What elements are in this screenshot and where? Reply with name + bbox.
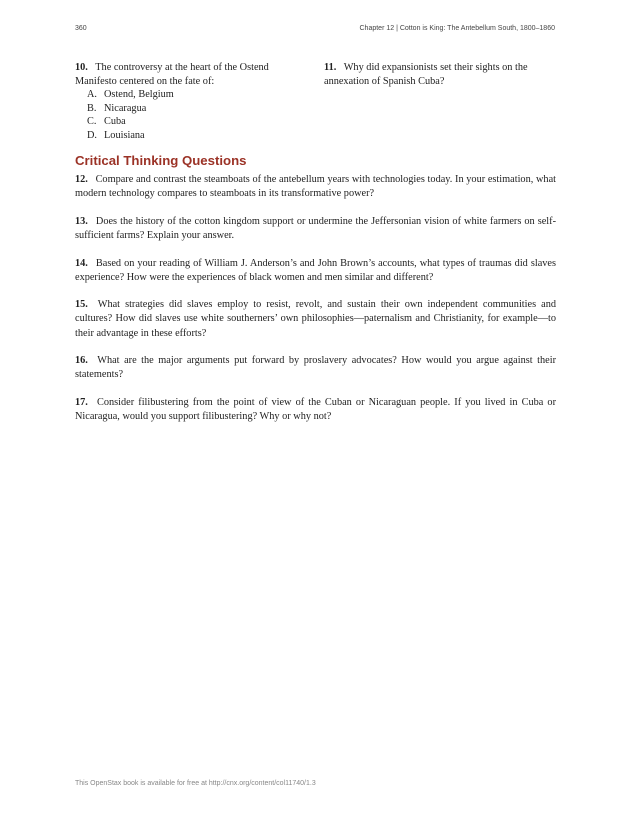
question-number: 13. — [75, 216, 88, 227]
question-13 — [75, 215, 556, 244]
question-10-stem — [75, 61, 305, 88]
question-11 — [324, 61, 554, 88]
question-number: 17. — [75, 397, 88, 408]
question-text: Does the history of the cotton kingdom support or undermine the Jeffersonian vision of white farmers on self-sufficient farms? Explain your answer. — [75, 216, 556, 242]
option-letter: D. — [87, 129, 98, 141]
question-text: Compare and contrast the steamboats of the antebellum years with technologies today. In your estimation, what modern technology compares to steamboats in its transformative power? — [75, 174, 556, 200]
question-text: What are the major arguments put forward by proslavery advocates? How would you argue against their statements? — [75, 355, 556, 381]
question-number: 16. — [75, 355, 88, 366]
question-number: 12. — [75, 174, 88, 185]
answer-options — [75, 88, 305, 142]
question-text: The controversy at the heart of the Ostend Manifesto centered on the fate of: — [75, 62, 269, 87]
option-c — [75, 115, 305, 129]
option-d — [75, 129, 305, 143]
question-10 — [75, 61, 305, 152]
question-17 — [75, 396, 556, 425]
option-text: Cuba — [104, 116, 126, 127]
option-text: Louisiana — [104, 129, 145, 141]
option-b — [75, 102, 305, 116]
question-number: 14. — [75, 258, 88, 269]
section-title: Critical Thinking Questions — [75, 153, 247, 168]
option-letter: C. — [87, 116, 97, 127]
option-text: Ostend, Belgium — [104, 89, 174, 100]
question-12 — [75, 173, 556, 202]
question-14 — [75, 257, 556, 286]
question-text: Based on your reading of William J. Anderson’s and John Brown’s accounts, what types of traumas did slaves experience? How were the experiences of black women and men similar and different? — [75, 258, 556, 284]
option-a — [75, 88, 305, 102]
question-number: 10. — [75, 62, 88, 73]
chapter-title: Chapter 12 | Cotton is King: The Antebellum South, 1800–1860 — [359, 25, 555, 32]
question-number: 11. — [324, 62, 337, 73]
question-16 — [75, 354, 556, 383]
page-number: 360 — [75, 25, 87, 32]
option-letter: B. — [87, 102, 97, 114]
question-number: 15. — [75, 299, 88, 310]
page-footer: This OpenStax book is available for free at http://cnx.org/content/col11740/1.3 — [75, 780, 316, 787]
question-text: Consider filibustering from the point of view of the Cuban or Nicaraguan people. If you lived in Cuba or Nicaragua, would you support filibustering? Why or why not? — [75, 397, 556, 423]
option-text: Nicaragua — [104, 102, 147, 114]
question-text: Why did expansionists set their sights on the annexation of Spanish Cuba? — [324, 62, 528, 87]
option-letter: A. — [87, 89, 98, 100]
question-15 — [75, 298, 556, 341]
question-text: What strategies did slaves employ to resist, revolt, and sustain their own independent communities and cultures? How did slaves use white southerners’ own philosophies—paternalism and Christianity, for example—to their advantage in these efforts? — [75, 299, 557, 339]
page-header — [75, 25, 555, 39]
